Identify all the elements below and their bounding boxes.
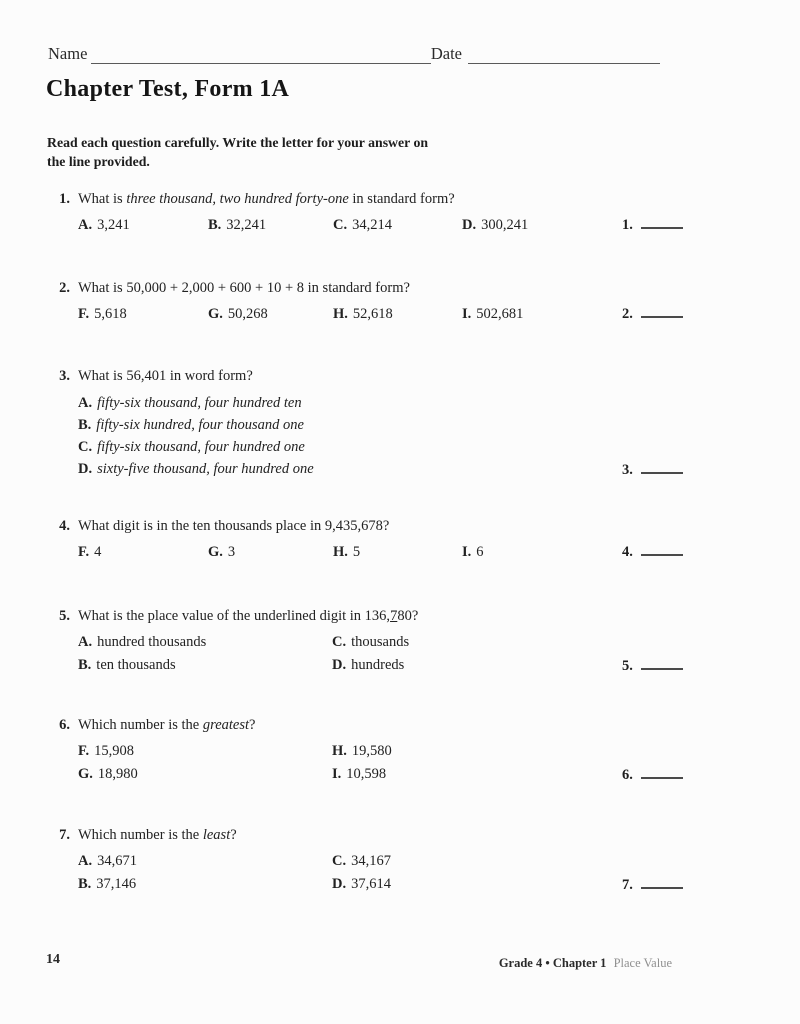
option-b	[208, 215, 333, 235]
option-h	[332, 741, 688, 763]
footer-chapter-topic: Place Value	[613, 956, 672, 970]
question-text-segment: What is the place value of the underlined digit in 136,	[78, 608, 391, 624]
answer-number: 1.	[622, 217, 633, 233]
option-f	[78, 304, 208, 324]
option-text: hundred thousands	[97, 634, 207, 650]
answer-slot	[622, 541, 683, 562]
option-letter: I.	[462, 306, 472, 322]
answer-number: 5.	[622, 658, 633, 674]
answer-slot	[622, 655, 683, 676]
option-letter: C.	[332, 634, 347, 650]
option-text: thousands	[351, 634, 410, 650]
question-number: 5.	[59, 608, 70, 624]
options	[78, 632, 688, 676]
option-c	[333, 215, 462, 235]
option-text: fifty-six thousand, four hundred one	[97, 439, 305, 455]
option-letter: B.	[208, 217, 222, 233]
question-6	[48, 715, 688, 785]
answer-slot	[622, 214, 683, 235]
option-text: 15,908	[94, 743, 135, 759]
question-number: 3.	[59, 368, 70, 384]
question-number: 2.	[59, 280, 70, 296]
question-line	[48, 278, 688, 298]
footer-page-number: 14	[46, 952, 60, 967]
option-text: 5	[352, 544, 361, 560]
option-g	[208, 304, 333, 324]
question-4	[48, 516, 688, 562]
name-label: Name	[48, 44, 88, 63]
option-a	[78, 632, 332, 654]
option-d	[78, 458, 688, 480]
question-text-segment: What is 56,401 in word form?	[78, 368, 253, 384]
option-c	[78, 436, 688, 458]
question-1	[48, 189, 688, 235]
option-text: 4	[94, 544, 102, 560]
option-text: 300,241	[481, 217, 529, 233]
name-blank-line	[91, 46, 430, 64]
option-letter: C.	[78, 439, 93, 455]
date-label: Date	[430, 44, 462, 63]
option-text: 52,618	[352, 306, 393, 322]
instructions-line-1: Read each question carefully. Write the letter for your answer on	[47, 135, 429, 150]
option-text: 34,214	[352, 217, 392, 233]
option-a	[78, 851, 332, 873]
option-letter: G.	[78, 765, 93, 782]
option-letter: B.	[78, 417, 92, 433]
option-text: ten thousands	[96, 656, 176, 673]
question-text-segment: What is	[78, 191, 127, 207]
option-letter: D.	[332, 875, 347, 892]
option-letter: H.	[333, 544, 348, 560]
option-text: 3,241	[97, 217, 130, 233]
option-text: 6	[476, 544, 484, 560]
question-text-segment: least	[202, 827, 231, 843]
date-blank-line	[468, 46, 660, 64]
option-c	[332, 632, 688, 654]
option-b	[78, 655, 332, 677]
option-b	[78, 414, 688, 436]
answer-blank-line	[641, 214, 683, 229]
question-text-segment: ?	[249, 717, 256, 733]
option-b	[78, 874, 332, 896]
option-letter: G.	[208, 544, 223, 560]
answer-number: 6.	[622, 767, 633, 783]
option-text: fifty-six thousand, four hundred ten	[97, 395, 302, 411]
option-letter: H.	[333, 306, 348, 322]
option-letter: A.	[78, 395, 93, 411]
option-text: hundreds	[351, 656, 405, 673]
question-text-segment: ?	[230, 827, 237, 843]
option-letter: C.	[333, 217, 348, 233]
answer-number: 2.	[622, 306, 633, 322]
question-text-segment: What is 50,000 + 2,000 + 600 + 10 + 8 in standard form?	[78, 280, 410, 296]
question-text-segment: Which number is the	[78, 717, 203, 733]
option-g	[78, 764, 332, 786]
question-number: 1.	[59, 191, 70, 207]
option-text: 18,980	[97, 765, 138, 782]
question-text-segment: Which number is the	[78, 827, 203, 843]
option-text: sixty-five thousand, four hundred one	[97, 461, 314, 477]
question-number: 7.	[59, 827, 70, 843]
question-line	[48, 606, 688, 626]
question-5	[48, 606, 688, 676]
answer-slot	[622, 764, 683, 785]
answer-blank-line	[641, 541, 683, 556]
option-a	[78, 392, 688, 414]
option-text: 5,618	[94, 306, 127, 322]
question-text-segment: in standard form?	[348, 191, 455, 207]
option-h	[333, 304, 462, 324]
option-text: 19,580	[351, 743, 392, 759]
question-number: 6.	[59, 717, 70, 733]
question-text-segment: What digit is in the ten thousands place in 9,435,678?	[78, 518, 390, 534]
name-date-row	[48, 44, 660, 64]
page-title: Chapter Test, Form 1A	[46, 76, 290, 102]
answer-blank-line	[641, 459, 683, 474]
option-text: 50,268	[227, 306, 268, 322]
question-text-segment: three thousand, two hundred forty-one	[126, 191, 349, 207]
answer-number: 7.	[622, 877, 633, 893]
option-letter: I.	[332, 765, 342, 782]
question-text	[78, 189, 455, 209]
answer-slot	[622, 459, 683, 480]
answer-number: 3.	[622, 462, 633, 478]
instructions	[47, 133, 428, 171]
footer-grade-chapter: Grade 4 • Chapter 1	[498, 956, 607, 970]
option-letter: D.	[462, 217, 477, 233]
option-letter: D.	[78, 461, 93, 477]
answer-slot	[622, 874, 683, 895]
option-text: 37,614	[351, 875, 391, 892]
question-text	[78, 825, 237, 845]
option-letter: F.	[78, 743, 90, 759]
option-letter: H.	[332, 743, 347, 759]
option-letter: A.	[78, 853, 93, 869]
option-g	[208, 542, 333, 562]
option-letter: B.	[78, 656, 92, 673]
question-7	[48, 825, 688, 895]
option-letter: I.	[462, 544, 472, 560]
question-3	[48, 366, 688, 480]
answer-number: 4.	[622, 544, 633, 560]
question-text	[78, 516, 389, 536]
option-text: 10,598	[346, 765, 387, 782]
question-text-segment: 7	[390, 608, 398, 624]
option-letter: F.	[78, 306, 90, 322]
question-line	[48, 825, 688, 845]
option-text: 502,681	[476, 306, 524, 322]
question-text-segment: 80?	[397, 608, 419, 624]
question-line	[48, 715, 688, 735]
option-f	[78, 741, 332, 763]
question-line	[48, 366, 688, 386]
option-letter: D.	[332, 656, 347, 673]
question-text	[78, 366, 253, 386]
question-text	[78, 715, 255, 735]
option-text: 32,241	[226, 217, 267, 233]
answer-blank-line	[641, 303, 683, 318]
option-c	[332, 851, 688, 873]
option-f	[78, 542, 208, 562]
option-text: 3	[227, 544, 236, 560]
options	[78, 851, 688, 895]
question-text-segment: greatest	[202, 717, 250, 733]
option-letter: A.	[78, 634, 93, 650]
option-text: 37,146	[96, 875, 137, 892]
options	[78, 392, 688, 480]
question-text	[78, 278, 410, 298]
option-text: 34,167	[351, 853, 391, 869]
option-letter: G.	[208, 306, 223, 322]
option-text: 34,671	[97, 853, 137, 869]
options	[78, 215, 688, 235]
option-letter: B.	[78, 875, 92, 892]
question-text	[78, 606, 418, 626]
option-h	[333, 542, 462, 562]
footer-book-info	[499, 956, 672, 971]
options	[78, 741, 688, 785]
question-line	[48, 516, 688, 536]
option-letter: A.	[78, 217, 93, 233]
option-a	[78, 215, 208, 235]
answer-blank-line	[641, 764, 683, 779]
question-number: 4.	[59, 518, 70, 534]
answer-slot	[622, 303, 683, 324]
answer-blank-line	[641, 874, 683, 889]
options	[78, 304, 688, 324]
option-letter: C.	[332, 853, 347, 869]
question-2	[48, 278, 688, 324]
question-line	[48, 189, 688, 209]
option-letter: F.	[78, 544, 90, 560]
options	[78, 542, 688, 562]
instructions-line-2: the line provided.	[47, 154, 150, 169]
answer-blank-line	[641, 655, 683, 670]
option-text: fifty-six hundred, four thousand one	[96, 417, 304, 433]
